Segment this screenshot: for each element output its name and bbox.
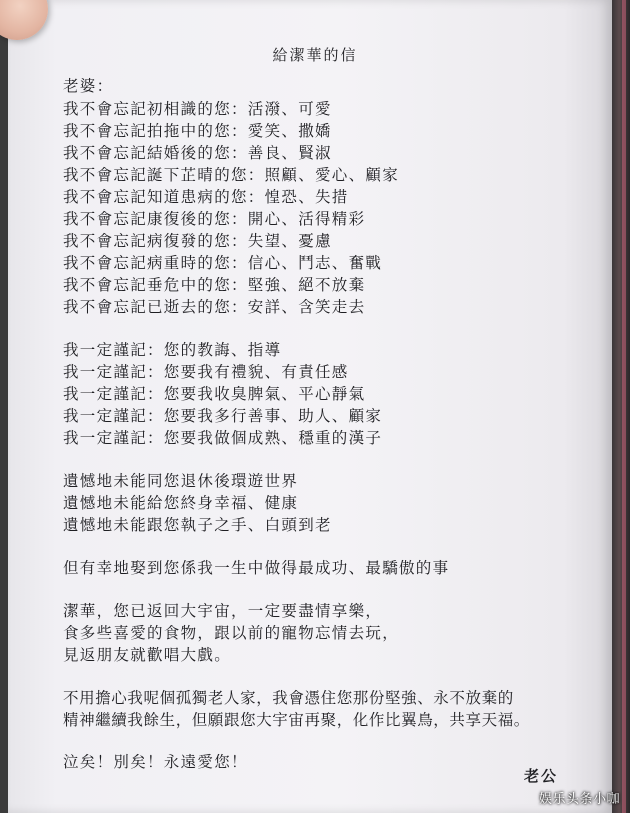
stanza6-line: 不用擔心我呢個孤獨老人家，我會憑住您那份堅強、永不放棄的 <box>63 689 514 707</box>
stanza1-line: 我不會忘記初相識的您：活潑、可愛 <box>63 100 332 118</box>
stanza6-line: 精神繼續我餘生，但願跟您大宇宙再聚，化作比翼鳥，共享天福。 <box>63 711 530 729</box>
stanza2-line: 我一定謹記：您要我收臭脾氣、平心靜氣 <box>63 385 366 403</box>
page-edge-accent <box>622 0 626 813</box>
closing-line: 泣矣！別矣！永遠愛您！ <box>63 753 248 771</box>
stanza2-line: 我一定謹記：您要我有禮貌、有責任感 <box>63 363 349 381</box>
stanza1-line: 我不會忘記病復發的您：失望、憂慮 <box>63 232 332 250</box>
stanza5-line: 食多些喜愛的食物，跟以前的寵物忘情去玩， <box>63 624 400 642</box>
stanza1-line: 我不會忘記知道患病的您：惶恐、失措 <box>63 188 349 206</box>
stanza5-line: 見返朋友就歡唱大戲。 <box>63 646 232 664</box>
stanza1-line: 我不會忘記病重時的您：信心、鬥志、奮戰 <box>63 254 383 272</box>
page-edge <box>612 0 630 813</box>
stanza2-line: 我一定謹記：您的教誨、指導 <box>63 341 282 359</box>
stanza2-line: 我一定謹記：您要我做個成熟、穩重的漢子 <box>63 429 383 447</box>
stanza1-line: 我不會忘記拍拖中的您：愛笑、撒嬌 <box>63 122 332 140</box>
stanza3-line: 遺憾地未能跟您執子之手、白頭到老 <box>63 516 332 534</box>
stanza1-line: 我不會忘記結婚後的您：善良、賢淑 <box>63 144 332 162</box>
signature: 老公 <box>524 767 559 785</box>
salutation: 老婆： <box>63 77 114 95</box>
stanza1-line: 我不會忘記康復後的您：開心、活得精彩 <box>63 210 366 228</box>
stanza2-line: 我一定謹記：您要我多行善事、助人、顧家 <box>63 407 383 425</box>
watermark: 娱乐头条小咖 <box>538 792 620 807</box>
stanza1-line: 我不會忘記誕下芷晴的您：照顧、愛心、顧家 <box>63 166 400 184</box>
stanza1-line: 我不會忘記已逝去的您：安詳、含笑走去 <box>63 298 366 316</box>
stanza4-line: 但有幸地娶到您係我一生中做得最成功、最驕傲的事 <box>63 559 450 577</box>
stanza3-line: 遺憾地未能同您退休後環遊世界 <box>63 472 299 490</box>
stanza3-line: 遺憾地未能給您終身幸福、健康 <box>63 494 299 512</box>
stanza1-line: 我不會忘記垂危中的您：堅強、絕不放棄 <box>63 276 366 294</box>
letter-title: 給潔華的信 <box>272 46 358 64</box>
stanza5-line: 潔華，您已返回大宇宙，一定要盡情享樂， <box>63 602 383 620</box>
